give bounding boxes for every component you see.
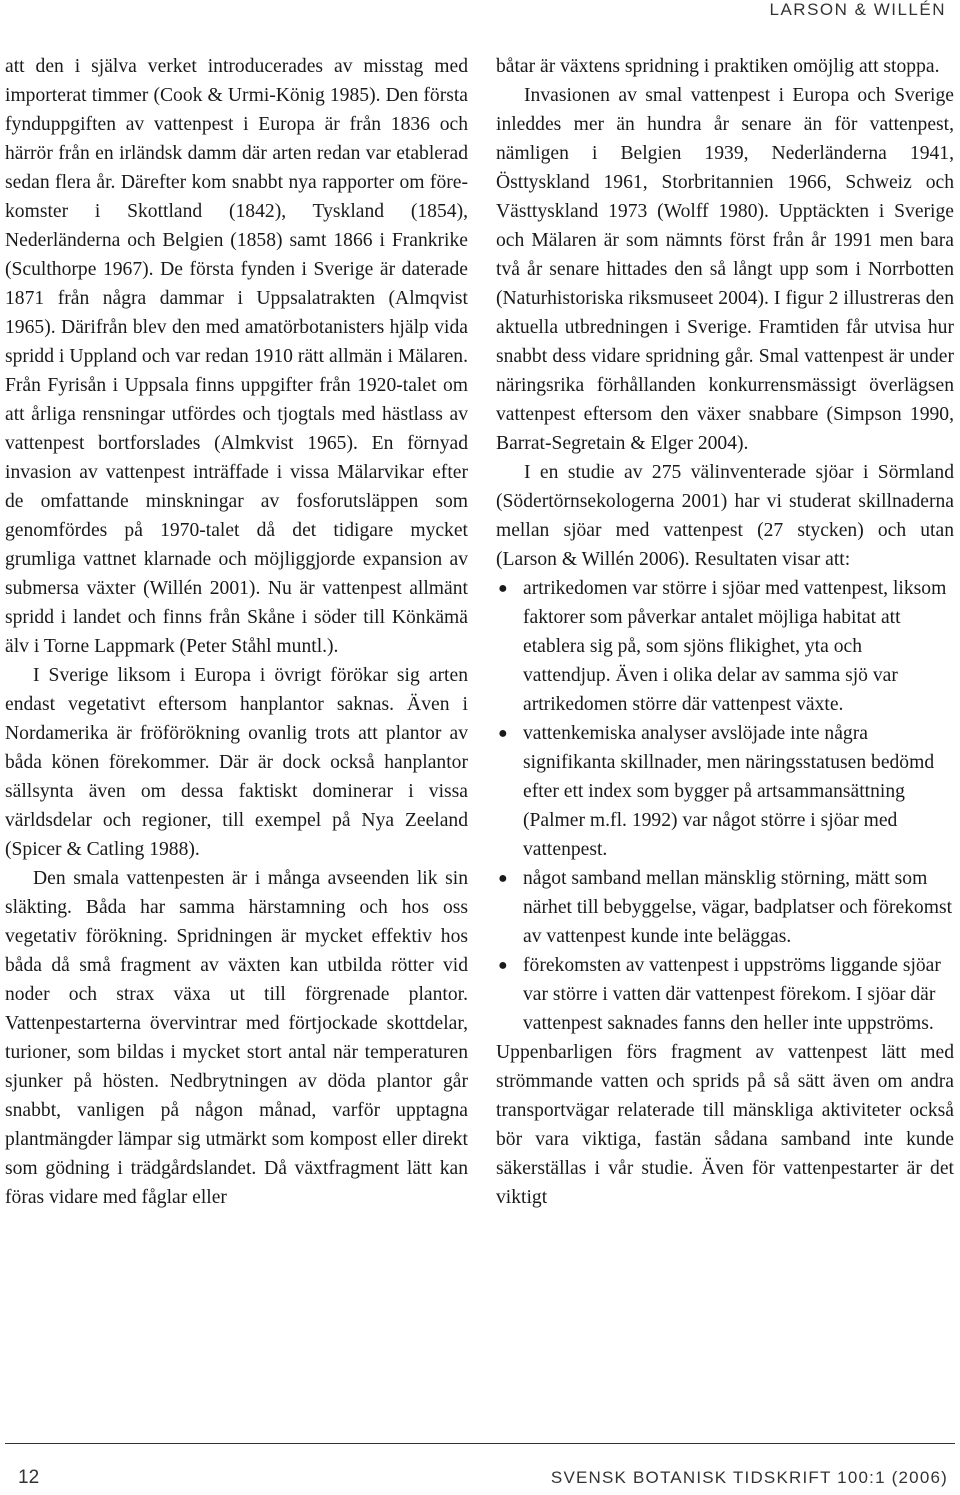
bullet-dot-icon: ● bbox=[498, 725, 508, 742]
results-bullet-list bbox=[496, 574, 954, 1038]
bullet-item bbox=[496, 951, 954, 1038]
bullet-text: vattenkemiska analyser avslöjade inte några signifikanta skillnader, men näringsstatusen bedömd efter ett index som bygger på artsammansättning (Palmer m.fl. 1992) var något större i sjöar med vattenpest. bbox=[523, 723, 935, 860]
left-column bbox=[5, 52, 468, 1212]
bullet-text: artrikedomen var större i sjöar med vattenpest, liksom faktorer som påverkar antalet möjliga habitat att etablera sig på, som sjöns flikighet, yta och vattendjup. Även i olika delar av samma sjö var artrikedomen större där vattenpest växte. bbox=[523, 578, 947, 715]
bullet-item bbox=[496, 864, 954, 951]
body-paragraph: I en studie av 275 välinventerade sjöar i Sörmland (Södertörnsekologerna 2001) har vi studerat skillnaderna mellan sjöar med vattenpest (27 stycken) och utan (Larson & Willén 2006). Resultaten visar att: bbox=[496, 462, 954, 570]
page-number: 12 bbox=[18, 1467, 40, 1488]
body-paragraph: båtar är växtens spridning i praktiken omöjlig att stoppa. bbox=[496, 56, 940, 77]
body-paragraph: Den smala vattenpesten är i många avseenden lik sin släkting. Båda har samma härstamning och hos oss vegetativ förökning. Spridningen är mycket effektiv hos båda då små fragment av växten kan utbilda rötter vid noder och strax växa ut till förgrenade plantor. Vattenpestarterna övervintrar med förtjockade skottdelar, turioner, som bildas i mycket stort antal när temperaturen sjunker på hösten. Nedbrytningen av döda plantor går snabbt, vanligen på någon månad, varför upptagna plantmängder lämpar sig utmärkt som kompost eller direkt som gödning i trädgårdslandet. Då växtfragment lätt kan föras vidare med fåglar eller bbox=[5, 868, 468, 1208]
running-head-authors: LARSON & WILLÉN bbox=[769, 0, 946, 19]
bullet-dot-icon: ● bbox=[498, 870, 508, 887]
bullet-item bbox=[496, 574, 954, 719]
body-paragraph: I Sverige liksom i Europa i övrigt förökar sig arten endast vegetativt eftersom hanplantor saknas. Även i Nordamerika är fröförökning ovanlig trots att plantor av båda könen förekommer. Där är dock också hanplantor sällsynta även om dessa faktiskt dominerar i vissa världsdelar och regioner, till exempel på Nya Zeeland (Spicer & Catling 1988). bbox=[5, 665, 468, 860]
bullet-dot-icon: ● bbox=[498, 580, 508, 597]
bullet-dot-icon: ● bbox=[498, 957, 508, 974]
bullet-item bbox=[496, 719, 954, 864]
right-column bbox=[496, 52, 954, 1212]
journal-name: SVENSK BOTANISK TIDSKRIFT 100:1 (2006) bbox=[550, 1468, 948, 1487]
body-paragraph: Uppenbarligen förs fragment av vattenpest lätt med strömmande vatten och sprids på så sätt även om andra transportvägar relaterade till mänskliga aktiviteter också bör vara viktiga, fastän sådana samband inte kunde säkerställas i vår studie. Även för vattenpestarter är det viktigt bbox=[496, 1042, 954, 1208]
body-paragraph: att den i själva verket introducerades av misstag med importerat timmer (Cook & Urmi-König 1985). Den första fynduppgiften av vattenpest i Europa är från 1836 och härrör från en irländsk damm där arten redan var etablerad sedan flera år. Därefter kom snabbt nya rapporter om förekomster i Skottland (1842), Tyskland (1854), Nederländerna och Belgien (1858) samt 1866 i Frankrike (Sculthorpe 1967). De första fynden i Sverige är daterade 1871 från några dammar i Uppsalatrakten (Almqvist 1965). Därifrån blev den med amatörbotanisters hjälp vida spridd i Uppland och var redan 1910 rätt allmän i Mälaren. Från Fyrisån i Uppsala finns uppgifter från 1920-talet om att årliga rensningar utfördes och tjogtals med hästlass av vattenpest bortforslades (Almkvist 1965). En förnyad invasion av vattenpest inträffade i vissa Mälarvikar efter de omfattande minskningar av fosforutsläppen som genomfördes på 1970-talet då det tidigare mycket grumliga vattnet klarnade och möjliggjorde expansion av submersa växter (Willén 2001). Nu är vattenpest allmänt spridd i landet och finns från Skåne i söder till Könkämä älv i Torne Lappmark (Peter Ståhl muntl.). bbox=[5, 56, 468, 657]
bullet-text: förekomsten av vattenpest i uppströms liggande sjöar var större i vatten där vattenpest förekom. I sjöar där vattenpest saknades fanns den heller inte uppströms. bbox=[523, 955, 941, 1034]
footer-divider bbox=[5, 1443, 955, 1444]
bullet-text: något samband mellan mänsklig störning, mätt som närhet till bebyggelse, vägar, badplatser och förekomst av vattenpest kunde inte beläggas. bbox=[523, 868, 953, 947]
body-paragraph: Invasionen av smal vattenpest i Europa och Sverige inleddes mer än hundra år senare än för vattenpest, nämligen i Belgien 1939, Nederländerna 1941, Östtyskland 1961, Storbritannien 1966, Schweiz och Västtyskland 1973 (Wolff 1980). Upptäckten i Sverige och Mälaren är som nämnts först från år 1991 men bara två år senare hittades den så långt upp som i Norrbotten (Naturhistoriska riksmuseet 2004). I figur 2 illustreras den aktuella utbredningen i Sverige. Framtiden får utvisa hur snabbt dess vidare spridning går. Smal vattenpest är under näringsrika förhållanden konkurrensmässigt överlägsen vattenpest eftersom den växer snabbare (Simpson 1990, Barrat-Segretain & Elger 2004). bbox=[496, 85, 954, 454]
